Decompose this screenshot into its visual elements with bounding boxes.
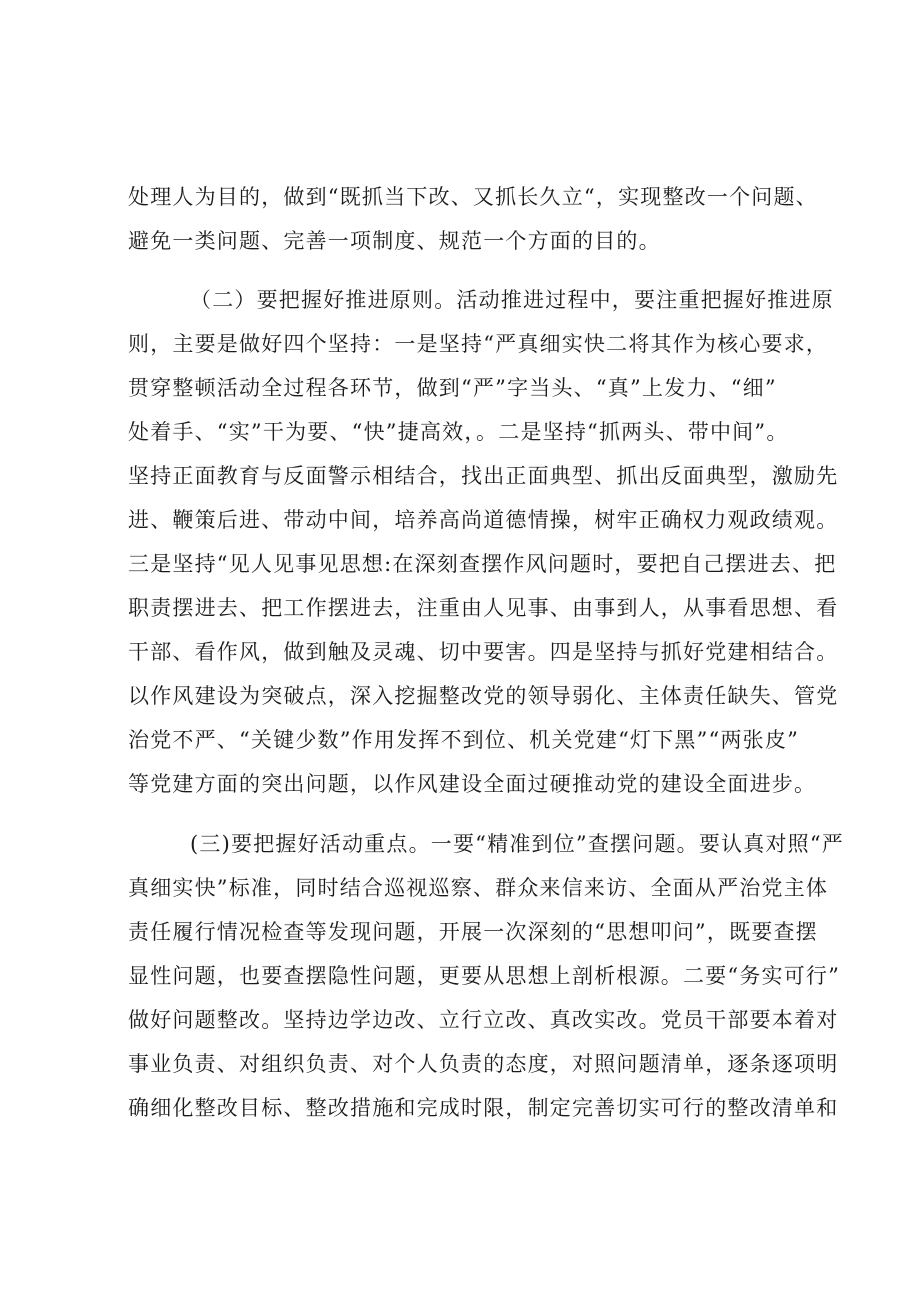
text-line: 做好问题整改。坚持边学边改、立行立改、真改实改。党员干部要本着对 xyxy=(128,1008,839,1032)
text-line: 三是坚持“见人见事见思想:在深刻查摆作风问题时，要把自己摆进去、把 xyxy=(128,552,837,576)
text-line: （二）要把握好推进原则。活动推进过程中，要注重把握好推进原 xyxy=(190,288,834,312)
text-line: 职责摆进去、把工作摆进去，注重由人见事、由事到人，从事看思想、看 xyxy=(128,596,839,620)
text-line: (三)要把握好活动重点。一要“精准到位”查摆问题。要认真对照“严 xyxy=(190,832,844,856)
text-line: 进、鞭策后进、带动中间，培养高尚道德情操，树牢正确权力观政绩观。 xyxy=(128,508,839,532)
text-line: 则，主要是做好四个坚持：一是坚持“严真细实快二将其作为核心要求， xyxy=(128,332,829,356)
text-line: 治党不严、“关键少数”作用发挥不到位、机关党建“灯下黑”“两张皮” xyxy=(128,728,800,752)
text-line: 事业负责、对组织负责、对个人负责的态度，对照问题清单，逐条逐项明 xyxy=(128,1052,839,1076)
text-line: 贯穿整顿活动全过程各环节，做到“严”字当头、“真”上发力、“细” xyxy=(128,376,777,400)
text-line: 以作风建设为突破点，深入挖掘整改党的领导弱化、主体责任缺失、管党 xyxy=(128,684,839,708)
text-line: 确细化整改目标、整改措施和完成时限，制定完善切实可行的整改清单和 xyxy=(128,1096,839,1120)
text-line: 处理人为目的，做到“既抓当下改、又抓长久立“，实现整改一个问题、 xyxy=(128,185,818,209)
text-line: 真细实快”标准，同时结合巡视巡察、群众来信来访、全面从严治党主体 xyxy=(128,876,829,900)
text-line: 等党建方面的突出问题，以作风建设全面过硬推动党的建设全面进步。 xyxy=(128,772,817,796)
text-line: 干部、看作风，做到触及灵魂、切中要害。四是坚持与抓好党建相结合。 xyxy=(128,640,839,664)
text-line: 避免一类问题、完善一项制度、规范一个方面的目的。 xyxy=(128,229,661,253)
text-line: 责任履行情况检查等发现问题，开展一次深刻的“思想叩问”，既要查摆 xyxy=(128,920,818,944)
text-line: 显性问题，也要查摆隐性问题，更要从思想上剖析根源。二要“务实可行” xyxy=(128,964,841,988)
text-line: 处着手、“实”干为要、“快”捷高效，。二是坚持“抓两头、带中间”。 xyxy=(128,420,789,444)
text-line: 坚持正面教育与反面警示相结合，找出正面典型、抓出反面典型，激励先 xyxy=(128,464,839,488)
